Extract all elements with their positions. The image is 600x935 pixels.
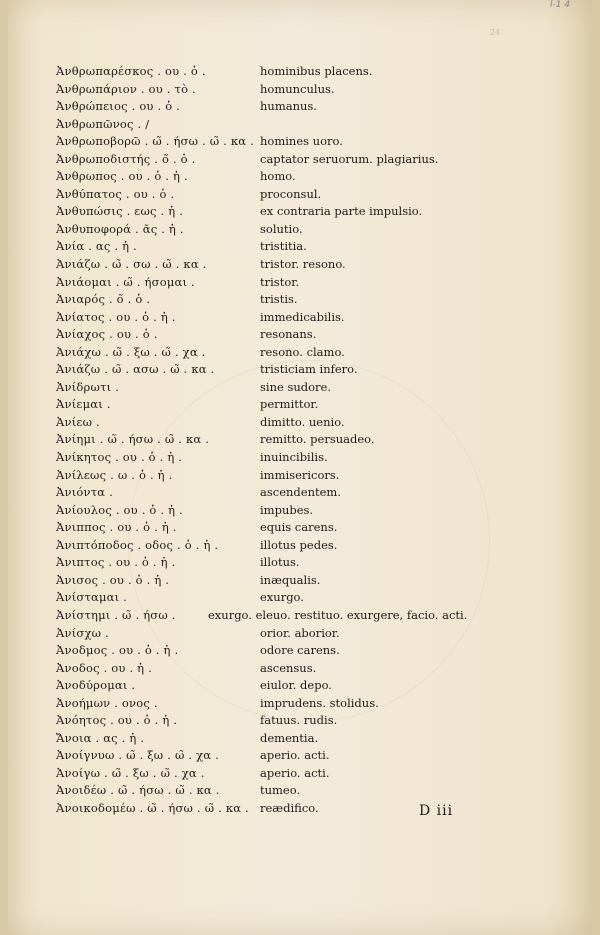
latin-gloss: tristor. (260, 274, 300, 289)
latin-gloss: ex contraria parte impulsio. (260, 204, 423, 219)
greek-headword: Ἀνθρωποβορῶ . ω̃ . ήσω . ω̃ . κα . (56, 134, 254, 149)
glossary-row (48, 432, 468, 450)
glossary-row (48, 643, 468, 661)
latin-gloss: immedicabilis. (260, 309, 345, 324)
glossary-row (48, 362, 468, 380)
greek-headword: Ἀνίδρωτι . (56, 379, 120, 394)
latin-gloss: tristiciam infero. (260, 362, 358, 377)
latin-gloss: fatuus. rudis. (260, 713, 338, 728)
glossary-row (48, 801, 468, 819)
latin-gloss: imprudens. stolidus. (260, 695, 379, 710)
latin-gloss: exurgo. (260, 590, 304, 605)
glossary-row (48, 731, 468, 749)
glossary-row (48, 152, 468, 170)
greek-headword: Ἀνίημι . ω̃ . ήσω . ω̃ . κα . (56, 432, 210, 447)
greek-headword: Ἀνιόντα . (56, 485, 113, 500)
glossary-row (48, 485, 468, 503)
latin-gloss: permittor. (260, 397, 319, 412)
latin-gloss: tristis. (260, 292, 298, 307)
latin-gloss: ascendentem. (260, 485, 341, 500)
glossary-row (48, 397, 468, 415)
glossary-row (48, 696, 468, 714)
greek-headword: Ἀνίκητος . ου . ὁ . ἡ . (56, 450, 183, 465)
greek-headword: Ἀνίαχος . ου . ὁ . (56, 327, 158, 342)
latin-gloss: sine sudore. (260, 379, 331, 394)
glossary-row (48, 64, 468, 82)
latin-gloss: illotus pedes. (260, 537, 338, 552)
glossary-row (48, 222, 468, 240)
latin-gloss: exurgo. eleuo. restituo. exurgere, facio. acti. (208, 607, 468, 622)
latin-gloss: inuincibilis. (260, 450, 328, 465)
greek-headword: Ἀνθρωπῶνος . / (56, 116, 150, 131)
glossary-row (48, 503, 468, 521)
greek-headword: Ἀνισος . ου . ὁ . ἡ . (56, 572, 170, 587)
latin-gloss: illotus. (260, 555, 300, 570)
latin-gloss: aperio. acti. (260, 765, 330, 780)
glossary-row (48, 608, 468, 626)
glossary-entries (48, 64, 468, 819)
glossary-row (48, 661, 468, 679)
glossary-row (48, 345, 468, 363)
greek-headword: Ἀνθρώπειος . ου . ὁ . (56, 99, 181, 114)
greek-headword: Ἀνθυποφορά . ᾶς . ἡ . (56, 221, 184, 236)
latin-gloss: tumeo. (260, 783, 301, 798)
glossary-row (48, 204, 468, 222)
latin-gloss: solutio. (260, 221, 303, 236)
latin-gloss: equis carens. (260, 520, 338, 535)
glossary-row (48, 626, 468, 644)
greek-headword: Ἀνίατος . ου . ὁ . ἡ . (56, 309, 176, 324)
glossary-row (48, 117, 468, 135)
greek-headword: Ἀνιπτόποδος . οδος . ὁ . ἡ . (56, 537, 219, 552)
greek-headword: Ἄνοια . ας . ἡ . (56, 730, 145, 745)
latin-gloss: homo. (260, 169, 296, 184)
greek-headword: Ἀνοιδέω . ω̃ . ήσω . ω̃ . κα . (56, 783, 220, 798)
latin-gloss: aperio. acti. (260, 748, 330, 763)
greek-headword: Ἀνιάζω . ω̃ . σω . ω̃ . κα . (56, 257, 207, 272)
latin-gloss: odore carens. (260, 643, 340, 658)
greek-headword: Ἀνοήμων . ονος . (56, 695, 158, 710)
glossary-row (48, 239, 468, 257)
greek-headword: Ἀνοίγω . ω̃ . ξω . ω̃ . χα . (56, 765, 205, 780)
glossary-row (48, 169, 468, 187)
glossary-row (48, 327, 468, 345)
pencil-annotation: 24 (489, 28, 500, 37)
greek-headword: Ἀνιάχω . ω̃ . ξω . ω̃ . χα . (56, 344, 206, 359)
greek-headword: Ἀνοδος . ου . ἡ . (56, 660, 152, 675)
glossary-row (48, 766, 468, 784)
glossary-row (48, 468, 468, 486)
greek-headword: Ἀνόητος . ου . ὁ . ἡ . (56, 713, 178, 728)
latin-gloss: reædifico. (260, 800, 319, 815)
latin-gloss: resono. clamo. (260, 344, 345, 359)
greek-headword: Ἀνίεμαι . (56, 397, 111, 412)
glossary-row (48, 450, 468, 468)
latin-gloss: humanus. (260, 99, 317, 114)
book-page (8, 0, 592, 935)
greek-headword: Ἀνίστημι . ω̃ . ήσω . (56, 607, 176, 622)
greek-headword: Ἀνθρωπαρέσκος . ου . ὁ . (56, 64, 206, 78)
greek-headword: Ἀνιάζω . ω̃ . ασω . ω̃ . κα . (56, 362, 215, 377)
latin-gloss: orior. aborior. (260, 625, 340, 640)
latin-gloss: dementia. (260, 730, 319, 745)
latin-gloss: tristitia. (260, 239, 307, 254)
glossary-row (48, 257, 468, 275)
greek-headword: Ἀνοδύρομαι . (56, 678, 136, 693)
greek-headword: Ἀνοδμος . ου . ὁ . ἡ . (56, 643, 179, 658)
latin-gloss: tristor. resono. (260, 257, 346, 272)
latin-gloss: ascensus. (260, 660, 317, 675)
signature-mark: D iii (419, 803, 454, 819)
glossary-row (48, 590, 468, 608)
glossary-row (48, 538, 468, 556)
latin-gloss: hominibus placens. (260, 64, 373, 78)
glossary-row (48, 99, 468, 117)
glossary-row (48, 82, 468, 100)
glossary-row (48, 678, 468, 696)
greek-headword: Ἀνίεω . (56, 414, 100, 429)
latin-gloss: impubes. (260, 502, 314, 517)
latin-gloss: eiulor. depo. (260, 678, 332, 693)
greek-headword: Ἀνθρωπάριον . ου . τὸ . (56, 81, 196, 96)
corner-annotation: l-1 4 (549, 0, 570, 10)
latin-gloss: proconsul. (260, 186, 322, 201)
glossary-row (48, 748, 468, 766)
glossary-row (48, 380, 468, 398)
greek-headword: Ἀνθυπώσις . εως . ἡ . (56, 204, 184, 219)
glossary-row (48, 310, 468, 328)
greek-headword: Ἀνοικοδομέω . ω̃ . ήσω . ω̃ . κα . (56, 800, 249, 815)
greek-headword: Ἀνίσχω . (56, 625, 109, 640)
greek-headword: Ἀνίλεως . ω . ὁ . ἡ . (56, 467, 173, 482)
greek-headword: Ἀνθύπατος . ου . ὁ . (56, 186, 175, 201)
greek-headword: Ἀνία . ας . ἡ . (56, 239, 137, 254)
greek-headword: Ἀνιππος . ου . ὁ . ἡ . (56, 520, 177, 535)
glossary-row (48, 555, 468, 573)
greek-headword: Ἀνιάομαι . ω̃ . ήσομαι . (56, 274, 195, 289)
latin-gloss: inæqualis. (260, 572, 321, 587)
greek-headword: Ἀνιπτος . ου . ὁ . ἡ . (56, 555, 176, 570)
glossary-row (48, 520, 468, 538)
latin-gloss: dimitto. uenio. (260, 414, 345, 429)
greek-headword: Ἀνθρωπος . ου . ὁ . ἡ . (56, 169, 188, 184)
latin-gloss: resonans. (260, 327, 317, 342)
latin-gloss: homines uoro. (260, 134, 343, 149)
latin-gloss: homunculus. (260, 81, 335, 96)
glossary-row (48, 415, 468, 433)
greek-headword: Ἀνοίγνυω . ω̃ . ξω . ω̃ . χα . (56, 748, 219, 763)
greek-headword: Ἀνιαρός . ο̃ . ὁ . (56, 292, 151, 307)
latin-gloss: remitto. persuadeo. (260, 432, 375, 447)
latin-gloss: immisericors. (260, 467, 340, 482)
glossary-row (48, 292, 468, 310)
glossary-row (48, 187, 468, 205)
glossary-row (48, 134, 468, 152)
glossary-row (48, 275, 468, 293)
greek-headword: Ἀνίουλος . ου . ὁ . ἡ . (56, 502, 183, 517)
glossary-row (48, 713, 468, 731)
greek-headword: Ἀνίσταμαι . (56, 590, 128, 605)
glossary-row (48, 783, 468, 801)
latin-gloss: captator seruorum. plagiarius. (260, 151, 439, 166)
glossary-row (48, 573, 468, 591)
greek-headword: Ἀνθρωποδιστής . ο̃ . ὁ . (56, 151, 196, 166)
